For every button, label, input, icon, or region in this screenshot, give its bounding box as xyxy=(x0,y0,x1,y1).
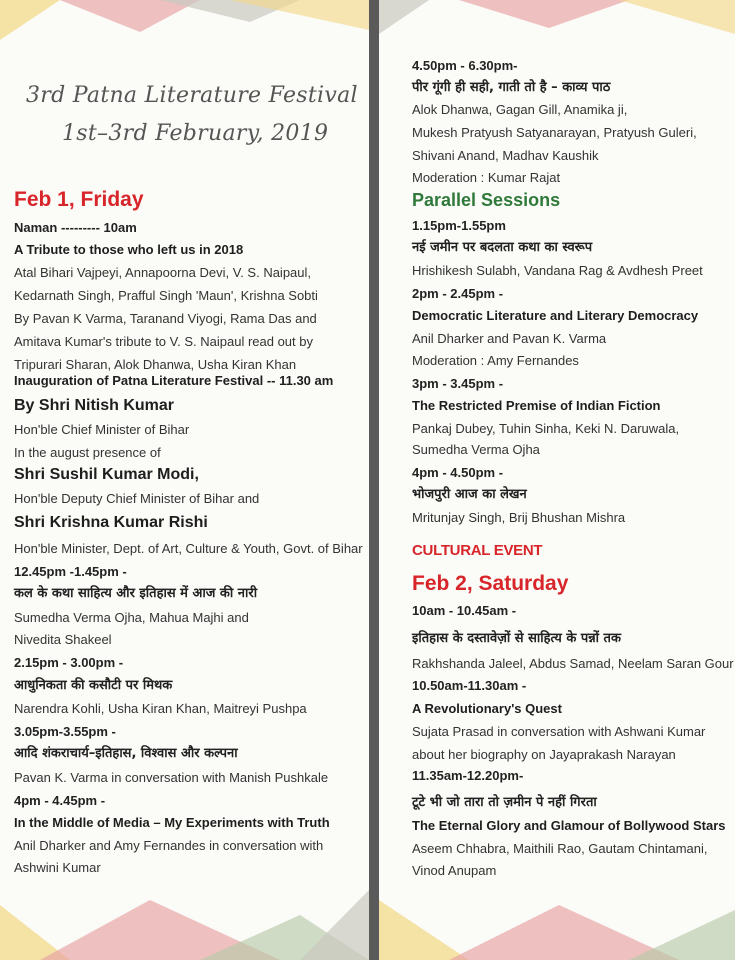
right-speaker-line: Vinod Anupam xyxy=(412,863,497,878)
left-speaker-line: Hon'ble Deputy Chief Minister of Bihar and xyxy=(14,491,260,506)
left-title-line: Inauguration of Patna Literature Festival -- 11.30 am xyxy=(14,373,334,388)
left-title-line: A Tribute to those who left us in 2018 xyxy=(14,242,244,257)
right-day-line: Feb 2, Saturday xyxy=(412,572,569,595)
right-time-line: 10.50am-11.30am - xyxy=(412,678,527,693)
day-heading-feb1: Feb 1, Friday xyxy=(14,188,144,211)
left-hindi-line: कल के कथा साहित्य और इतिहास में आज की नारी xyxy=(14,586,258,601)
left-speaker-line: Kedarnath Singh, Prafful Singh 'Maun', Krishna Sobti xyxy=(14,288,318,303)
left-speaker-line: Anil Dharker and Amy Fernandes in conversation with xyxy=(14,838,324,853)
left-speaker-line: Hon'ble Chief Minister of Bihar xyxy=(14,422,190,437)
right-speaker-line: about her biography on Jayaprakash Narayan xyxy=(412,747,676,762)
left-time-line: 2.15pm - 3.00pm - xyxy=(14,655,124,670)
right-speaker-line: Mritunjay Singh, Brij Bhushan Mishra xyxy=(412,510,626,525)
left-hindi-line: आदि शंकराचार्य–इतिहास, विश्वास और कल्पना xyxy=(14,746,238,761)
left-speaker-line: Narendra Kohli, Usha Kiran Khan, Maitreyi Pushpa xyxy=(14,701,307,716)
right-hindi-line: टूटे भी जो तारा तो ज़मीन पे नहीं गिरता xyxy=(412,795,597,810)
bottom-decoration-left xyxy=(0,880,369,960)
left-speaker-line: By Pavan K Varma, Taranand Viyogi, Rama Das and xyxy=(14,311,317,326)
right-speaker-line: Mukesh Pratyush Satyanarayan, Pratyush Guleri, xyxy=(412,125,697,140)
right-time-line: 10am - 10.45am - xyxy=(412,603,517,618)
right-time-line: 11.35am-12.20pm- xyxy=(412,768,524,783)
left-speaker-line: Ashwini Kumar xyxy=(14,860,101,875)
right-parallel-line: Parallel Sessions xyxy=(412,190,561,210)
right-speaker-line: Rakhshanda Jaleel, Abdus Samad, Neelam Saran Gour xyxy=(412,656,734,671)
right-time-line: 2pm - 2.45pm - xyxy=(412,286,504,301)
right-speaker-line: Alok Dhanwa, Gagan Gill, Anamika ji, xyxy=(412,102,628,117)
left-time-line: Naman --------- 10am xyxy=(14,220,137,235)
left-title-line: In the Middle of Media – My Experiments with Truth xyxy=(14,815,330,830)
right-cultural-line: CULTURAL EVENT xyxy=(412,542,543,559)
left-speaker-line: Nivedita Shakeel xyxy=(14,632,112,647)
left-speaker-line: Sumedha Verma Ojha, Mahua Majhi and xyxy=(14,610,249,625)
right-speaker-line: Moderation : Kumar Rajat xyxy=(412,170,561,185)
right-speaker-line: Anil Dharker and Pavan K. Varma xyxy=(412,331,607,346)
left-big-line: Shri Sushil Kumar Modi, xyxy=(14,466,199,483)
left-hindi-line: आधुनिकता की कसौटी पर मिथक xyxy=(14,678,173,693)
right-title-line: A Revolutionary's Quest xyxy=(412,701,562,716)
right-hindi-line: भोजपुरी आज का लेखन xyxy=(412,487,527,502)
right-speaker-line: Aseem Chhabra, Maithili Rao, Gautam Chintamani, xyxy=(412,841,708,856)
left-big-line: By Shri Nitish Kumar xyxy=(14,397,175,414)
left-speaker-line: Hon'ble Minister, Dept. of Art, Culture & Youth, Govt. of Bihar xyxy=(14,541,363,556)
right-time-line: 3pm - 3.45pm - xyxy=(412,376,504,391)
right-speaker-line: Sujata Prasad in conversation with Ashwani Kumar xyxy=(412,724,706,739)
right-title-line: The Eternal Glory and Glamour of Bollywood Stars xyxy=(412,818,726,833)
right-hindi-line: इतिहास के दस्तावेज़ों से साहित्य के पन्नों तक xyxy=(412,631,621,646)
right-speaker-line: Shivani Anand, Madhav Kaushik xyxy=(412,148,599,163)
right-time-line: 1.15pm-1.55pm xyxy=(412,218,506,233)
left-speaker-line: Tripurari Sharan, Alok Dhanwa, Usha Kiran Khan xyxy=(14,357,297,372)
left-time-line: 4pm - 4.45pm - xyxy=(14,793,106,808)
left-time-line: 3.05pm-3.55pm - xyxy=(14,724,116,739)
right-speaker-line: Hrishikesh Sulabh, Vandana Rag & Avdhesh Preet xyxy=(412,263,703,278)
right-hindi-line: पीर गूंगी ही सही, गाती तो है – काव्य पाठ xyxy=(412,80,611,95)
left-big-line: Shri Krishna Kumar Rishi xyxy=(14,514,208,531)
left-speaker-line: Amitava Kumar's tribute to V. S. Naipaul read out by xyxy=(14,334,313,349)
right-title-line: The Restricted Premise of Indian Fiction xyxy=(412,398,661,413)
right-speaker-line: Sumedha Verma Ojha xyxy=(412,442,540,457)
right-time-line: 4.50pm - 6.30pm- xyxy=(412,58,518,73)
left-time-line: 12.45pm -1.45pm - xyxy=(14,564,127,579)
right-time-line: 4pm - 4.50pm - xyxy=(412,465,504,480)
bottom-decoration-right xyxy=(379,880,735,960)
festival-title: 3rd Patna Literature Festival xyxy=(26,83,358,108)
right-speaker-line: Moderation : Amy Fernandes xyxy=(412,353,579,368)
right-hindi-line: नई जमीन पर बदलता कथा का स्वरूप xyxy=(412,240,593,255)
left-speaker-line: In the august presence of xyxy=(14,445,161,460)
right-title-line: Democratic Literature and Literary Democracy xyxy=(412,308,699,323)
top-decoration-left xyxy=(0,0,369,40)
festival-dates: 1st–3rd February, 2019 xyxy=(62,121,329,146)
right-speaker-line: Pankaj Dubey, Tuhin Sinha, Keki N. Daruwala, xyxy=(412,421,680,436)
left-speaker-line: Atal Bihari Vajpeyi, Annapoorna Devi, V. S. Naipaul, xyxy=(14,265,312,280)
left-speaker-line: Pavan K. Varma in conversation with Manish Pushkale xyxy=(14,770,329,785)
top-decoration-right xyxy=(379,0,735,40)
right-panel xyxy=(379,0,735,960)
